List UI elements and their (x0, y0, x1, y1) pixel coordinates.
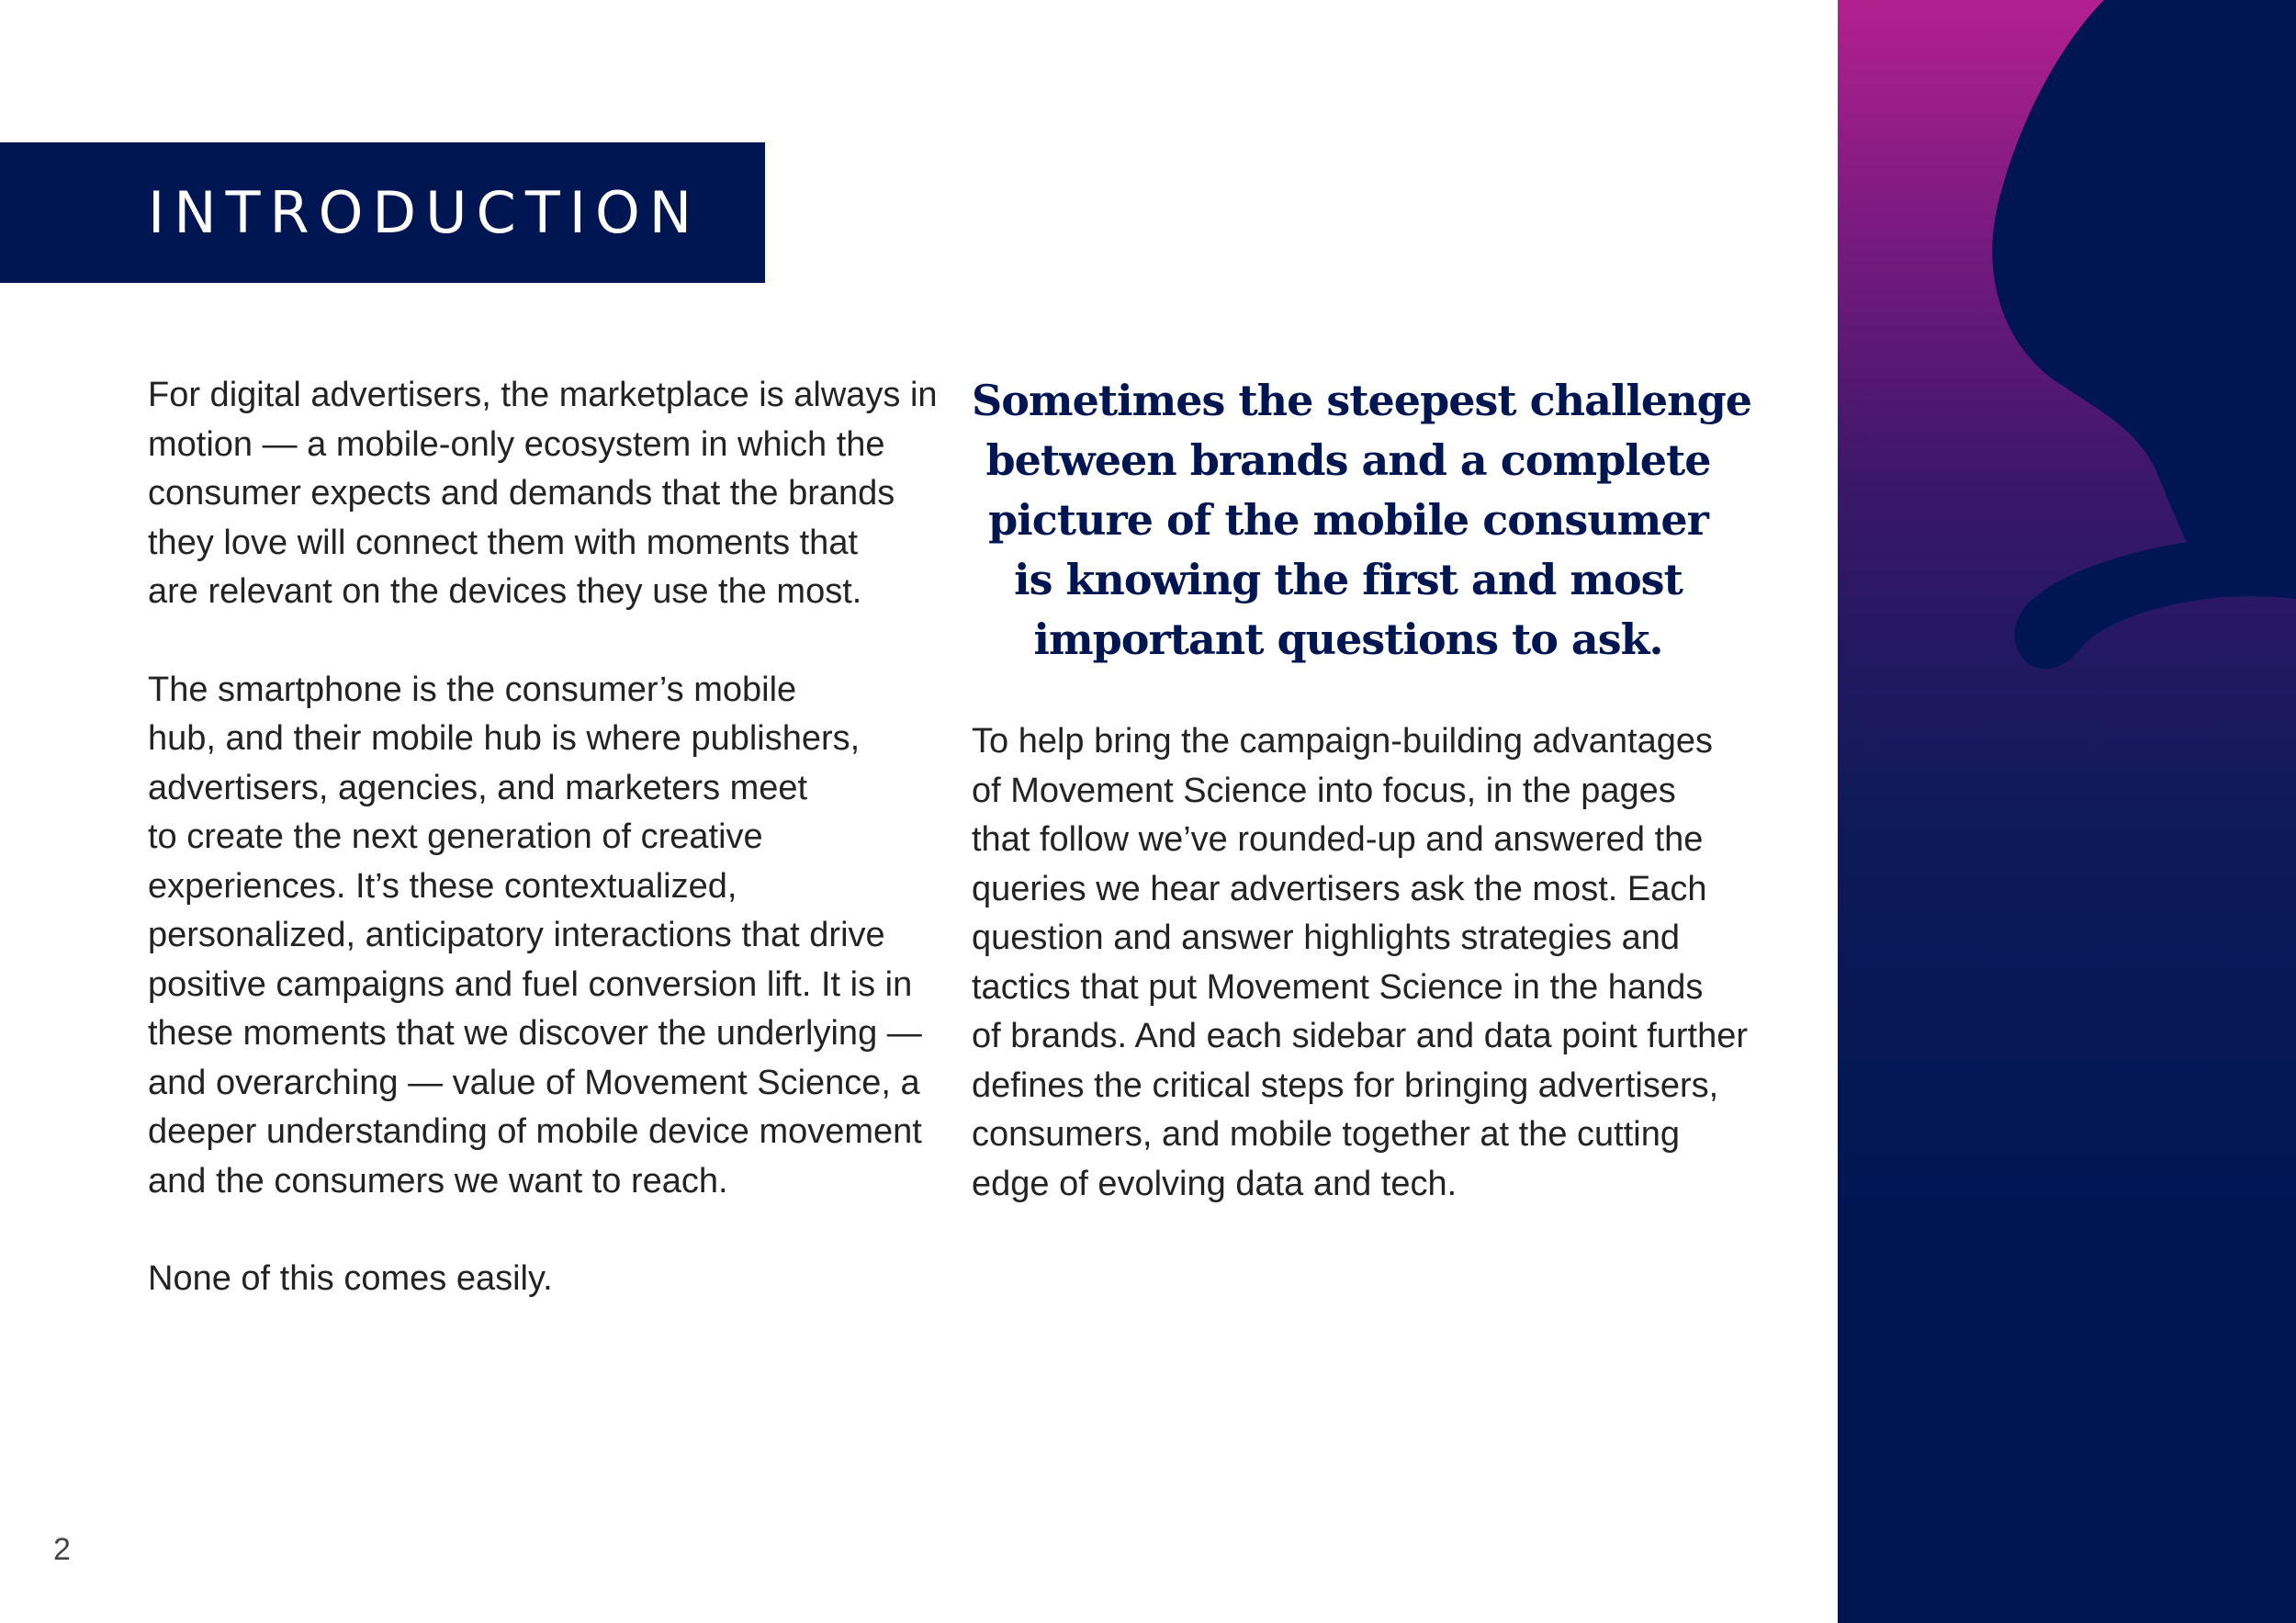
intro-paragraph-3: None of this comes easily. (148, 1259, 553, 1298)
intro-paragraph-1: For digital advertisers, the marketplace is always in motion — a mobile-only ecosystem in which the consumer expects and demands that the brands they love will connect them with moments that are relevant on the devices they use the most. (148, 376, 938, 611)
section-title-bar (0, 142, 765, 283)
body-paragraph-right: To help bring the campaign-building advantages of Movement Science into focus, in the pages that follow we’ve rounded-up and answered the queries we hear advertisers ask the most. Each question and answer highlights strategies and tactics that put Movement Science in the hands of brands. And each sidebar and data point further defines the critical steps for bringing advertisers, consumers, and mobile together at the cutting edge of evolving data and tech. (972, 722, 1749, 1203)
decorative-side-panel (1838, 0, 2296, 1623)
pull-quote: Sometimes the steepest challenge between brands and a complete picture of the mobile consumer is knowing the first and most important questions to ask. (972, 376, 1752, 664)
intro-paragraph-2: The smartphone is the consumer’s mobile hub, and their mobile hub is where publishers, advertisers, agencies, and marketers meet to create the next generation of creative experiences. It’s these contextualized, personalized, anticipatory interactions that drive positive campaigns and fuel conversion lift. It is in these moments that we discover the underlying — and overarching — value of Movement Science, a deeper understanding of mobile device movement and the consumers we want to reach. (148, 670, 922, 1200)
question-mark-glyph-icon (1838, 0, 2296, 1623)
page-number: 2 (53, 1532, 71, 1567)
section-title: INTRODUCTION (148, 179, 702, 246)
right-column (972, 371, 1780, 1257)
left-column (148, 371, 938, 1353)
